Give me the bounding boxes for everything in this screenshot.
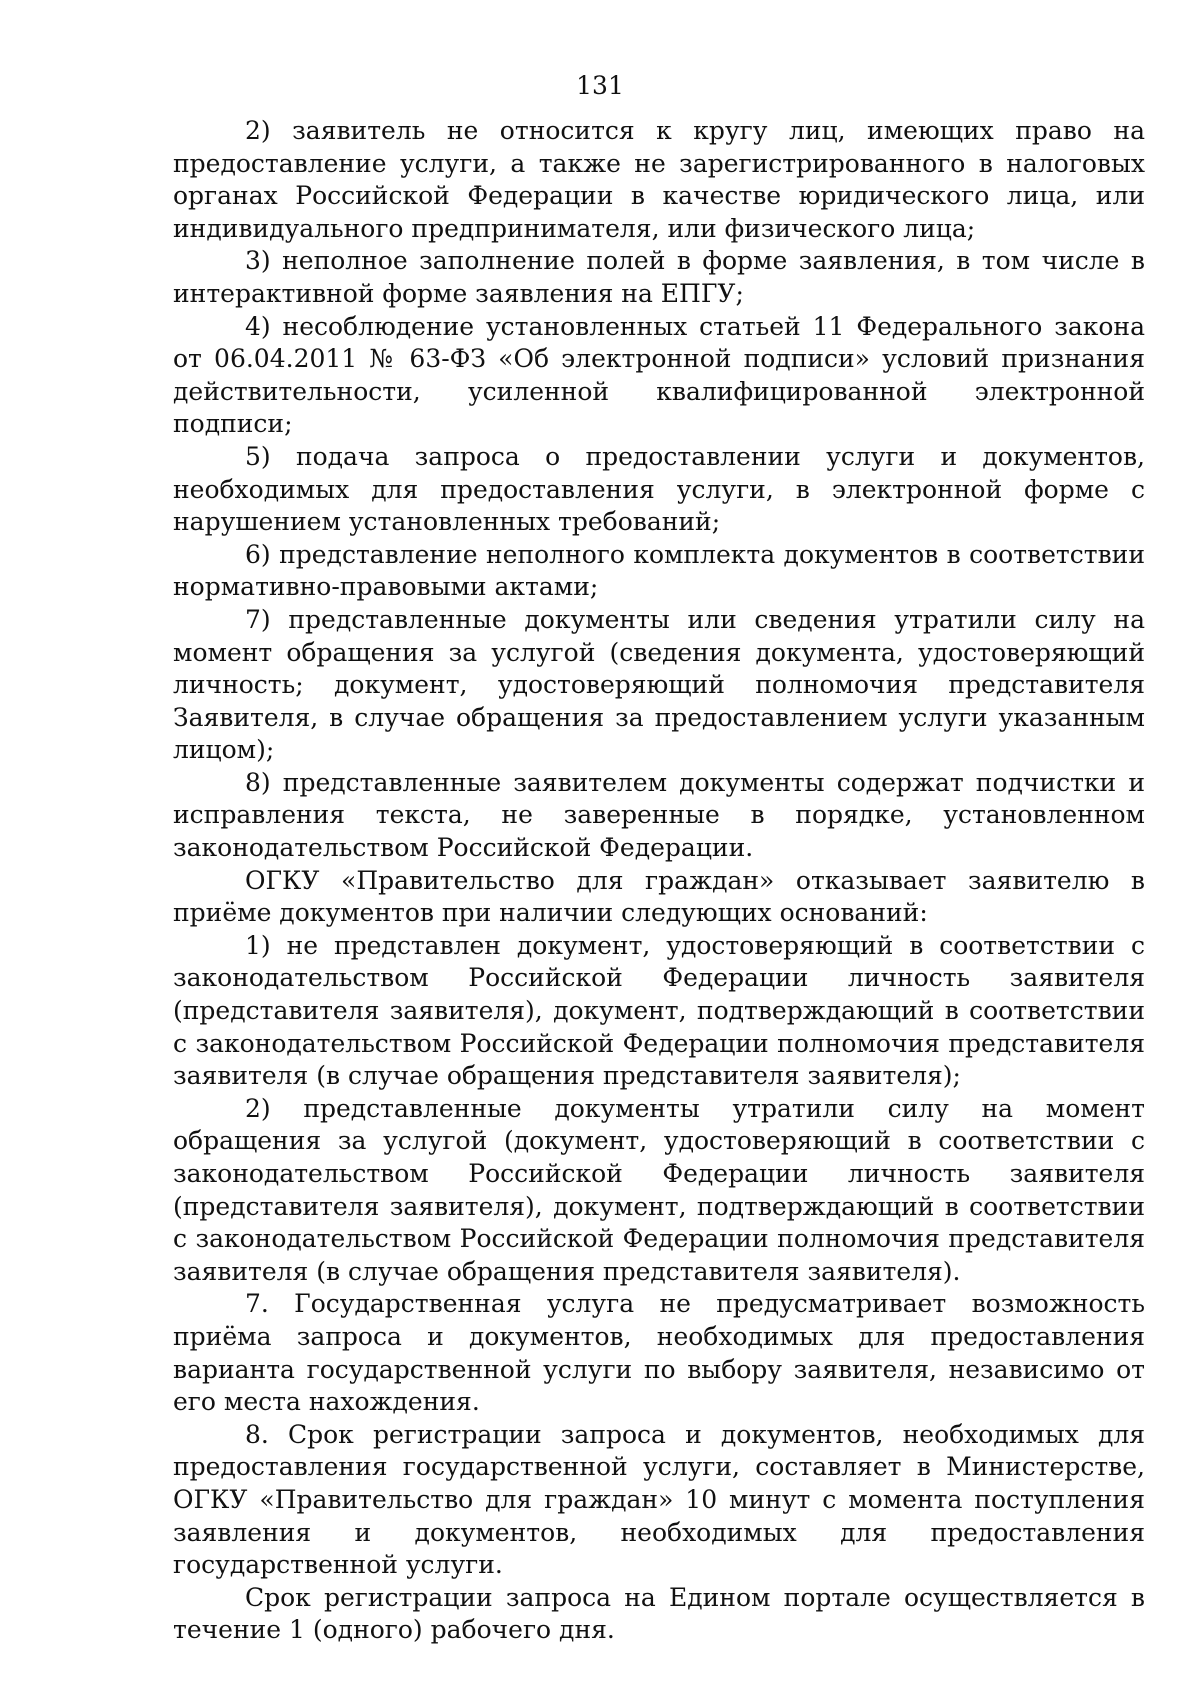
paragraph-item-8-corrections: 8) представленные заявителем документы содержат подчистки и исправления текста, не заверенные в порядке, установленном законодательством Российской Федерации. bbox=[173, 767, 1145, 863]
paragraph-section-8: 8. Срок регистрации запроса и документов, необходимых для предоставления государственной услуги, составляет в Министерстве, ОГКУ «Правительство для граждан» 10 минут с момента поступления заявления и документов, необходимых для предоставления государственной услуги. bbox=[173, 1419, 1145, 1580]
paragraph-portal-registration: Срок регистрации запроса на Едином портале осуществляется в течение 1 (одного) рабочего дня. bbox=[173, 1582, 1145, 1645]
paragraph-item-2-not-eligible: 2) заявитель не относится к кругу лиц, имеющих право на предоставление услуги, а также не зарегистрированного в налоговых органах Российской Федерации в качестве юридического лица, или индивидуального предпринимателя, или физического лица; bbox=[173, 116, 1145, 243]
paragraph-item-6-incomplete-set: 6) представление неполного комплекта документов в соответствии нормативно-правовыми актами; bbox=[173, 539, 1145, 602]
paragraph-item-5-electronic-request: 5) подача запроса о предоставлении услуги и документов, необходимых для предоставления услуги, в электронной форме с нарушением установленных требований; bbox=[173, 441, 1145, 537]
paragraph-section-7: 7. Государственная услуга не предусматривает возможность приёма запроса и документов, необходимых для предоставления варианта государственной услуги по выбору заявителя, независимо от его места нахождения. bbox=[173, 1289, 1145, 1417]
page-number: 131 bbox=[576, 71, 624, 100]
paragraph-ogku-item-2: 2) представленные документы утратили силу на момент обращения за услугой (документ, удостоверяющий в соответствии с законодательством Российской Федерации личность заявителя (представителя заявителя), документ, подтверждающий в соответствии с законодательством Российской Федерации полномочия представителя заявителя (в случае обращения представителя заявителя). bbox=[173, 1093, 1145, 1286]
paragraph-item-7-expired: 7) представленные документы или сведения утратили силу на момент обращения за услугой (сведения документа, удостоверяющий личность; документ, удостоверяющий полномочия представителя Заявителя, в случае обращения за предоставлением услуги указанным лицом); bbox=[173, 604, 1145, 765]
paragraph-ogku-item-1: 1) не представлен документ, удостоверяющий в соответствии с законодательством Российской Федерации личность заявителя (представителя заявителя), документ, подтверждающий в соответствии с законодательством Российской Федерации полномочия представителя заявителя (в случае обращения представителя заявителя); bbox=[173, 930, 1145, 1091]
paragraph-item-4-signature: 4) несоблюдение установленных статьей 11 Федерального закона от 06.04.2011 № 63-ФЗ «Об электронной подписи» условий признания действительности, усиленной квалифицированной электронной подписи; bbox=[173, 311, 1145, 439]
document-body bbox=[173, 115, 1145, 1647]
paragraph-item-3-incomplete-form: 3) неполное заполнение полей в форме заявления, в том числе в интерактивной форме заявления на ЕПГУ; bbox=[173, 246, 1145, 308]
paragraph-ogku-refusal-intro: ОГКУ «Правительство для граждан» отказывает заявителю в приёме документов при наличии следующих оснований: bbox=[173, 865, 1145, 928]
